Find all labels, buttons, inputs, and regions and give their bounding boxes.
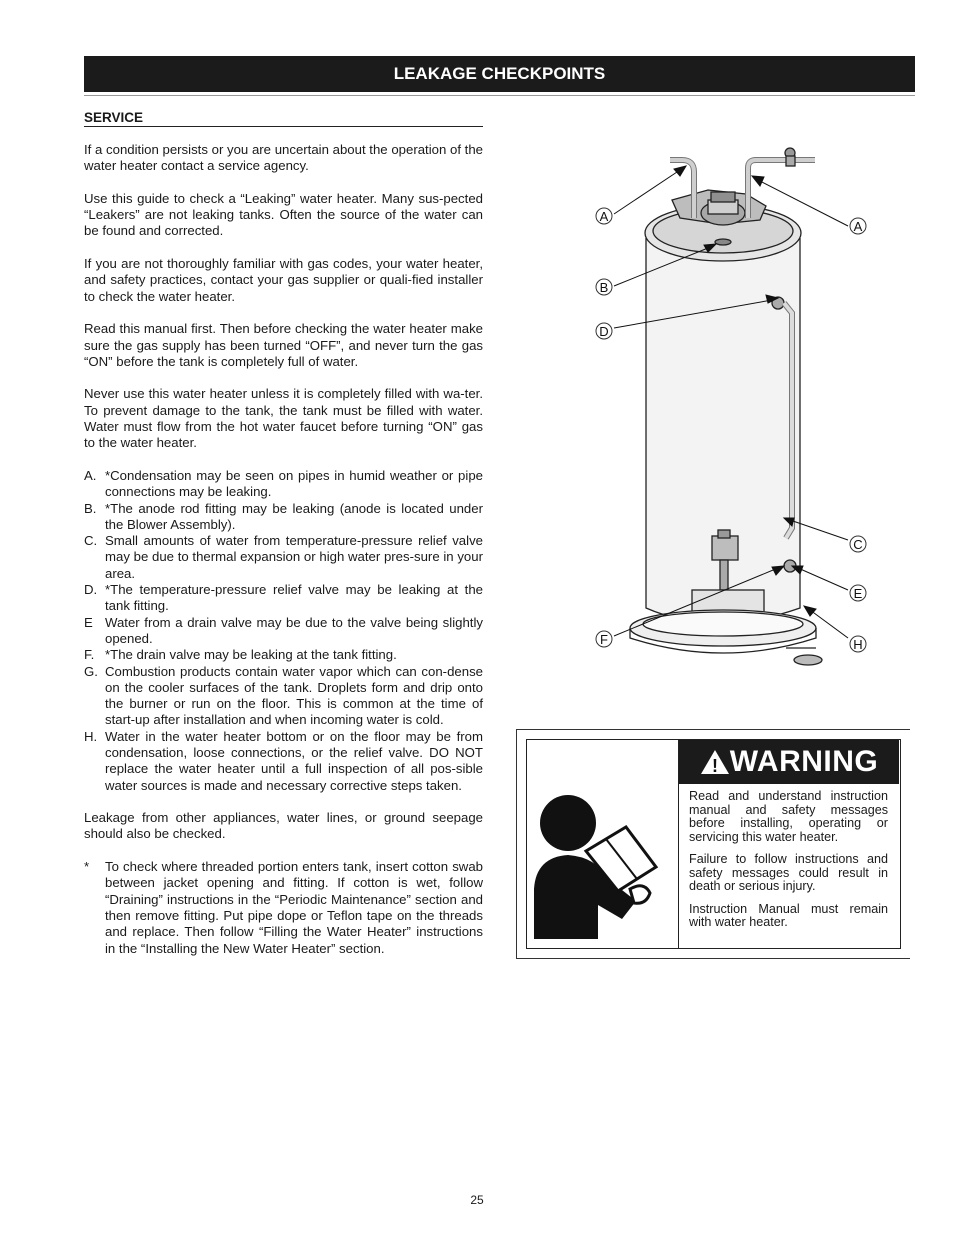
warning-triangle-icon [700, 748, 730, 776]
paragraph: Leakage from other appliances, water lines, or ground seepage should also be checked. [84, 810, 483, 842]
list-item: H. Water in the water heater bottom or on the floor may be from condensation, loose connections, or the relief valve. DO NOT replace the water heater until a full inspection of all pos-sible water sources is made and necessary corrective steps taken. [84, 728, 483, 793]
warning-title: WARNING [729, 745, 879, 778]
callout-a-right [850, 218, 866, 234]
paragraph: Never use this water heater unless it is completely filled with wa-ter. To prevent damage to the tank, the tank must be filled with water. Water must flow from the hot water faucet before turning “ON” gas to the water heater. [84, 386, 483, 451]
callout-c [850, 536, 866, 552]
callout-a-left [596, 208, 612, 224]
list-item: G. Combustion products contain water vapor which can con-dense on the cooler surfaces of the tank. Droplets form and drip onto the burner or run on the floor. This is common at the time of start-up after installation and when incoming water is cold. [84, 663, 483, 728]
svg-text:H: H [853, 637, 863, 652]
header-divider [84, 95, 915, 96]
warning-text [689, 790, 888, 939]
warning-paragraph: Instruction Manual must remain with water heater. [689, 901, 888, 929]
svg-text:C: C [853, 537, 863, 552]
page-number: 25 [470, 1193, 484, 1207]
paragraph: If a condition persists or you are uncertain about the operation of the water heater contact a service agency. [84, 142, 483, 174]
list-item: E Water from a drain valve may be due to the valve being slightly opened. [84, 614, 483, 646]
warning-paragraph: Read and understand instruction manual and safety messages before installing, operating or servicing this water heater. [689, 789, 888, 844]
svg-text:D: D [599, 324, 609, 339]
section-heading: SERVICE [84, 110, 483, 127]
list-item: A. *Condensation may be seen on pipes in humid weather or pipe connections may be leaking. [84, 467, 483, 500]
svg-text:!: ! [711, 756, 718, 776]
paragraph: Read this manual first. Then before checking the water heater make sure the gas supply has been turned “OFF”, and never turn the gas “ON” before the tank is completely full of water. [84, 321, 483, 369]
callout-h [850, 636, 866, 652]
callout-f [596, 631, 612, 647]
warning-paragraph: Failure to follow instructions and safety messages could result in death or serious injury. [689, 852, 888, 893]
paragraph: Use this guide to check a “Leaking” water heater. Many sus-pected “Leakers” are not leaking tanks. Often the source of the water can be found and corrected. [84, 190, 483, 239]
water-heater-diagram [590, 138, 880, 678]
warning-header [679, 740, 899, 784]
svg-text:B: B [599, 280, 609, 295]
list-item: D. *The temperature-pressure relief valve may be leaking at the tank fitting. [84, 582, 483, 614]
callout-b [596, 279, 612, 295]
person-reading-manual-icon [526, 739, 679, 949]
list-item: C. Small amounts of water from temperature-pressure relief valve may be due to thermal expansion or high water pres-sure in your area. [84, 533, 483, 581]
svg-text:E: E [853, 586, 863, 601]
callout-d [596, 323, 612, 339]
footnote: * To check where threaded portion enters tank, insert cotton swab between jacket opening and fitting. If cotton is wet, follow “Draining” instructions in the “Periodic Maintenance” section and then remove fitting. Put pipe dope or Teflon tape on the threads and replace. Then follow “Filling the Water Heater” instructions in the “Installing the New Water Heater” section. [84, 859, 483, 956]
svg-text:A: A [599, 209, 609, 224]
paragraph: If you are not thoroughly familiar with gas codes, your water heater, and safety practices, contact your gas supplier or quali-fied installer to check the water heater. [84, 256, 483, 304]
list-item: F. *The drain valve may be leaking at the tank fitting. [84, 647, 397, 663]
svg-text:F: F [600, 632, 608, 647]
leak-checkpoint-list [84, 468, 483, 794]
service-text-column [84, 142, 483, 957]
svg-text:A: A [853, 219, 863, 234]
list-item: B. *The anode rod fitting may be leaking (anode is located under the Blower Assembly). [84, 500, 483, 532]
callout-e [850, 585, 866, 601]
page-title: LEAKAGE CHECKPOINTS [84, 56, 915, 92]
